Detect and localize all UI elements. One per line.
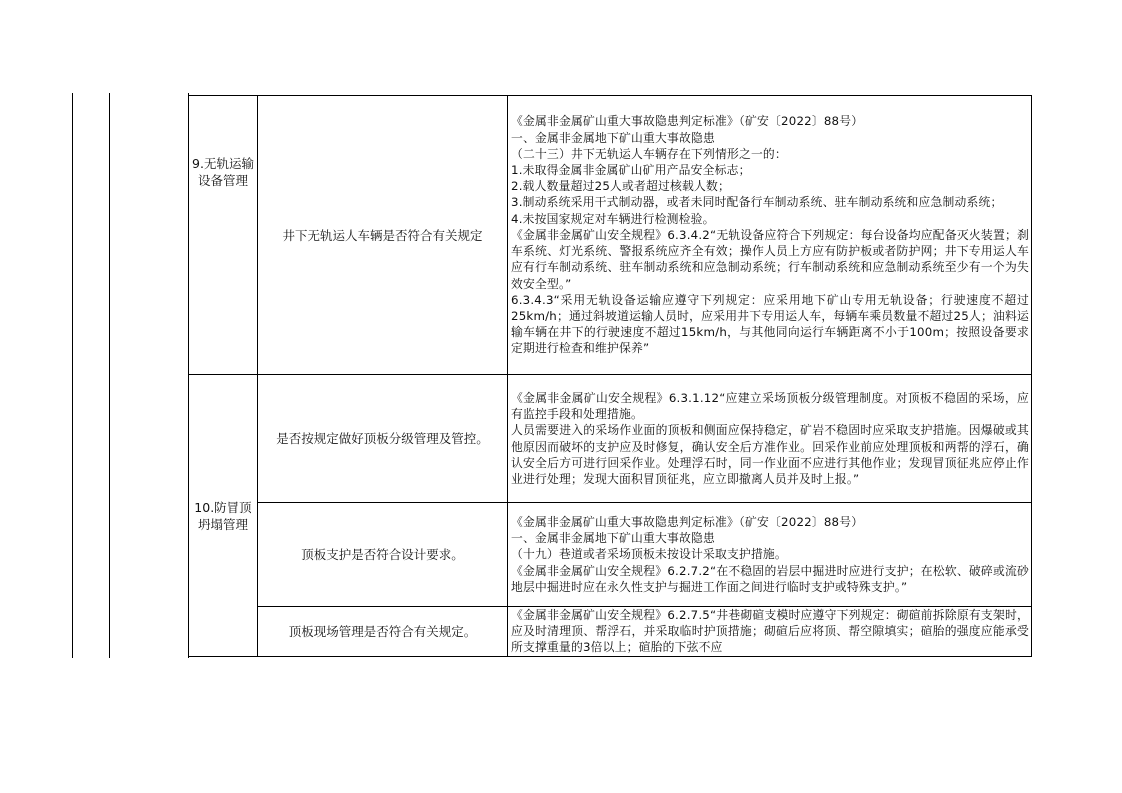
check-item-cell — [258, 96, 508, 375]
category-label: 9.无轨运输设备管理 — [192, 156, 254, 188]
basis-line: 1.未取得金属非金属矿山矿用产品安全标志； — [511, 163, 751, 178]
check-item-cell — [258, 607, 508, 657]
basis-cell — [508, 96, 1032, 375]
basis-line: 人员需要进入的采场作业面的顶板和侧面应保持稳定，矿岩不稳固时应采取支护措施。因爆破或其他原因而破坏的支护应及时修复，确认安全后方准作业。回采作业前应处理顶板和两帮的浮石，确认安全后方可进行回采作业。处理浮石时，同一作业面不应进行其他作业；发现冒顶征兆应停止作业进行处理；发现大面积冒顶征兆，应立即撤离人员并及时上报。” — [511, 423, 1029, 486]
check-item-label: 顶板支护是否符合设计要求。 — [301, 547, 464, 562]
basis-line: 《金属非金属矿山安全规程》6.2.7.2“在不稳固的岩层中掘进时应进行支护；在松软、破碎或流砂地层中掘进时应在永久性支护与掘进工作面之间进行临时支护或特殊支护。” — [511, 563, 1029, 594]
basis-line: （二十三）井下无轨运人车辆存在下列情形之一的： — [511, 146, 787, 161]
basis-line: 《金属非金属矿山重大事故隐患判定标准》（矿安〔2022〕88号） — [511, 514, 864, 529]
basis-line: 《金属非金属矿山安全规程》6.2.7.5“井巷砌碹支模时应遵守下列规定：砌碹前拆除原有支架时，应及时清理顶、帮浮石，并采取临时护顶措施；砌碹后应将顶、帮空隙填实；碹胎的强度应能承受所支撑重量的3倍以上；碹胎的下弦不应 — [511, 608, 1029, 655]
basis-cell — [508, 375, 1032, 503]
left-border-line-inner — [109, 93, 110, 658]
basis-line: 2.载人数量超过25人或者超过核载人数； — [511, 179, 731, 194]
inspection-table — [188, 95, 1032, 657]
check-item-cell — [258, 375, 508, 503]
basis-line: 《金属非金属矿山安全规程》6.3.1.12“应建立采场顶板分级管理制度。对顶板不稳固的采场，应有监控手段和处理措施。 — [511, 390, 1029, 422]
basis-cell — [508, 607, 1032, 657]
basis-line: （十九）巷道或者采场顶板未按设计采取支护措施。 — [511, 547, 787, 562]
table-row — [189, 375, 1032, 503]
check-item-label: 顶板现场管理是否符合有关规定。 — [288, 624, 477, 639]
basis-line: 《金属非金属矿山重大事故隐患判定标准》（矿安〔2022〕88号） — [511, 114, 864, 129]
check-item-cell — [258, 503, 508, 607]
basis-line: 6.3.4.3“采用无轨设备运输应遵守下列规定：应采用地下矿山专用无轨设备；行驶速度不超过25km/h；通过斜坡道运输人员时，应采用井下专用运人车，每辆车乘员数量不超过25人；油料运输车辆在井下的行驶速度不超过15km/h，与其他同向运行车辆距离不小于100m；按照设备要求定期进行检查和维护保养” — [511, 292, 1029, 356]
left-border-line-outer — [72, 93, 73, 658]
check-item-label: 井下无轨运人车辆是否符合有关规定 — [282, 227, 483, 243]
basis-line: 4.未按国家规定对车辆进行检测检验。 — [511, 211, 715, 226]
table-row — [189, 96, 1032, 375]
category-label: 10.防冒顶坍塌管理 — [194, 499, 252, 532]
basis-line: 3.制动系统采用干式制动器，或者未同时配备行车制动系统、驻车制动系统和应急制动系统； — [511, 195, 1003, 210]
table-row — [189, 607, 1032, 657]
category-cell — [189, 96, 258, 375]
basis-line: 一、金属非金属地下矿山重大事故隐患 — [511, 130, 715, 145]
basis-line: 一、金属非金属地下矿山重大事故隐患 — [511, 531, 715, 546]
category-cell — [189, 375, 258, 657]
table-row — [189, 503, 1032, 607]
basis-line: 《金属非金属矿山安全规程》6.3.4.2“无轨设备应符合下列规定：每台设备均应配备灭火装置；刹车系统、灯光系统、警报系统应齐全有效；操作人员上方应有防护板或者防护网；井下专用运人车应有行车制动系统、驻车制动系统和应急制动系统；行车制动系统和应急制动系统至少有一个为失效安全型。” — [511, 227, 1029, 291]
basis-cell — [508, 503, 1032, 607]
check-item-label: 是否按规定做好顶板分级管理及管控。 — [276, 431, 489, 446]
